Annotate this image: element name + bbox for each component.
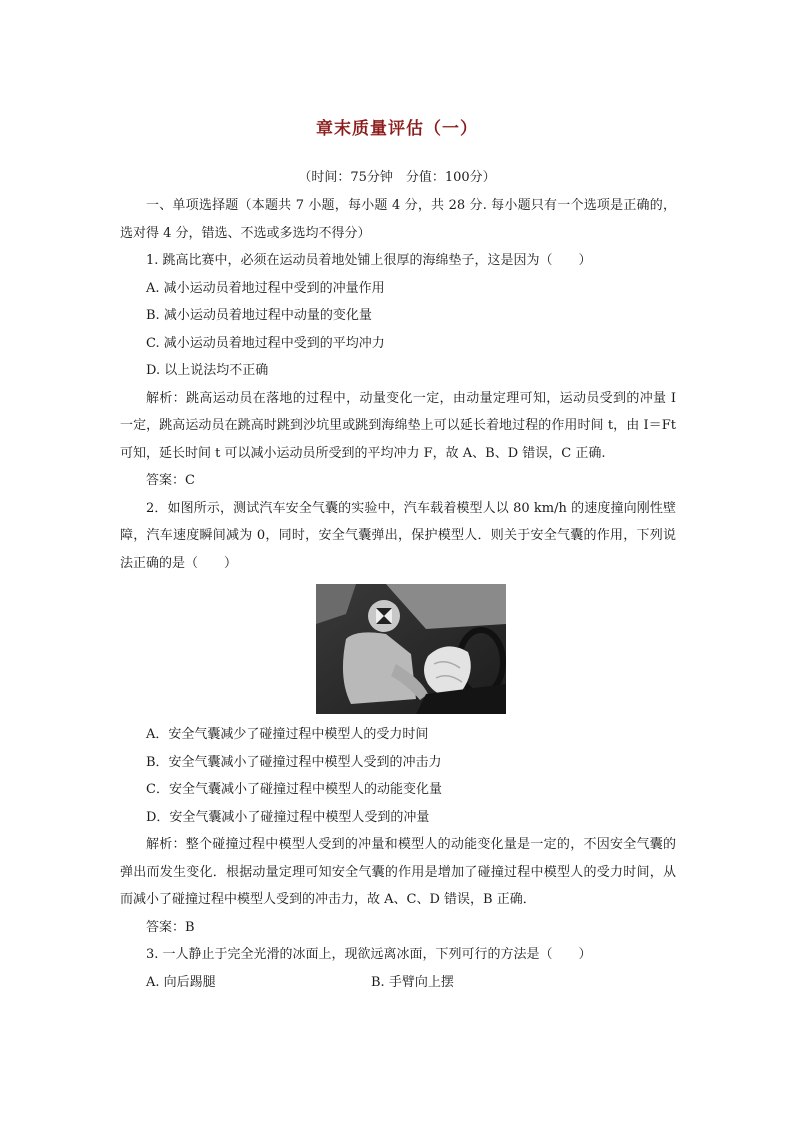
q1-answer: 答案：C bbox=[146, 473, 195, 488]
page-title: 章末质量评估（一） bbox=[316, 119, 478, 139]
crash-test-photo bbox=[316, 584, 506, 714]
q2-answer: 答案：B bbox=[146, 919, 195, 935]
section-heading: 一、单项选择题（本题共 7 小题，每小题 4 分，共 28 分. 每小题只有一个选项是正确的，选对得 4 分，错选、不选或多选均不得分） bbox=[120, 198, 676, 241]
q3-option-a: A. 向后踢腿 bbox=[146, 974, 216, 990]
q3-options-row bbox=[120, 969, 676, 997]
q2-analysis: 解析：整个碰撞过程中模型人受到的冲量和模型人的动能变化量是一定的，不因安全气囊的弹出而发生变化．根据动量定理可知安全气囊的作用是增加了碰撞过程中模型人的受力时间，从而减小了碰撞过程中模型人受到的冲击力，故 A、C、D 错误，B 正确． bbox=[120, 837, 676, 907]
q2-option-b: B．安全气囊减小了碰撞过程中模型人受到的冲击力 bbox=[146, 754, 442, 770]
q1-option-a: A. 减小运动员着地过程中受到的冲量作用 bbox=[146, 280, 385, 296]
question-1-stem: 1. 跳高比赛中，必须在运动员着地处铺上很厚的海绵垫子，这是因为（ ） bbox=[146, 253, 592, 268]
q1-analysis: 解析：跳高运动员在落地的过程中，动量变化一定，由动量定理可知，运动员受到的冲量 I 一定，跳高运动员在跳高时跳到沙坑里或跳到海绵垫上可以延长着地过程的作用时间 t，由 I＝Ft 可知，延长时间 t 可以减小运动员所受到的平均冲力 F，故 A、B、D 错误，C 正确. bbox=[120, 390, 676, 461]
question-2-stem: 2．如图所示，测试汽车安全气囊的实验中，汽车载着模型人以 80 km/h 的速度撞向刚性壁障，汽车速度瞬间减为 0，同时，安全气囊弹出，保护模型人．则关于安全气囊的作用，下列说法正确的是（ ） bbox=[120, 500, 676, 571]
question-3-stem: 3. 一人静止于完全光滑的冰面上，现欲远离冰面，下列可行的方法是（ ） bbox=[146, 947, 592, 962]
q2-option-c: C．安全气囊减小了碰撞过程中模型人的动能变化量 bbox=[146, 782, 442, 797]
q1-option-c: C. 减小运动员着地过程中受到的平均冲力 bbox=[146, 335, 385, 351]
document-body bbox=[120, 192, 676, 996]
q1-option-b: B. 减小运动员着地过程中动量的变化量 bbox=[146, 308, 372, 323]
q2-option-a: A．安全气囊减少了碰撞过程中模型人的受力时间 bbox=[146, 727, 429, 742]
exam-info: （时间：75分钟 分值：100分） bbox=[298, 170, 496, 185]
q2-option-d: D．安全气囊减小了碰撞过程中模型人受到的冲量 bbox=[146, 809, 430, 825]
q3-option-b: B. 手臂向上摆 bbox=[371, 974, 454, 990]
q1-option-d: D. 以上说法均不正确 bbox=[146, 363, 269, 378]
